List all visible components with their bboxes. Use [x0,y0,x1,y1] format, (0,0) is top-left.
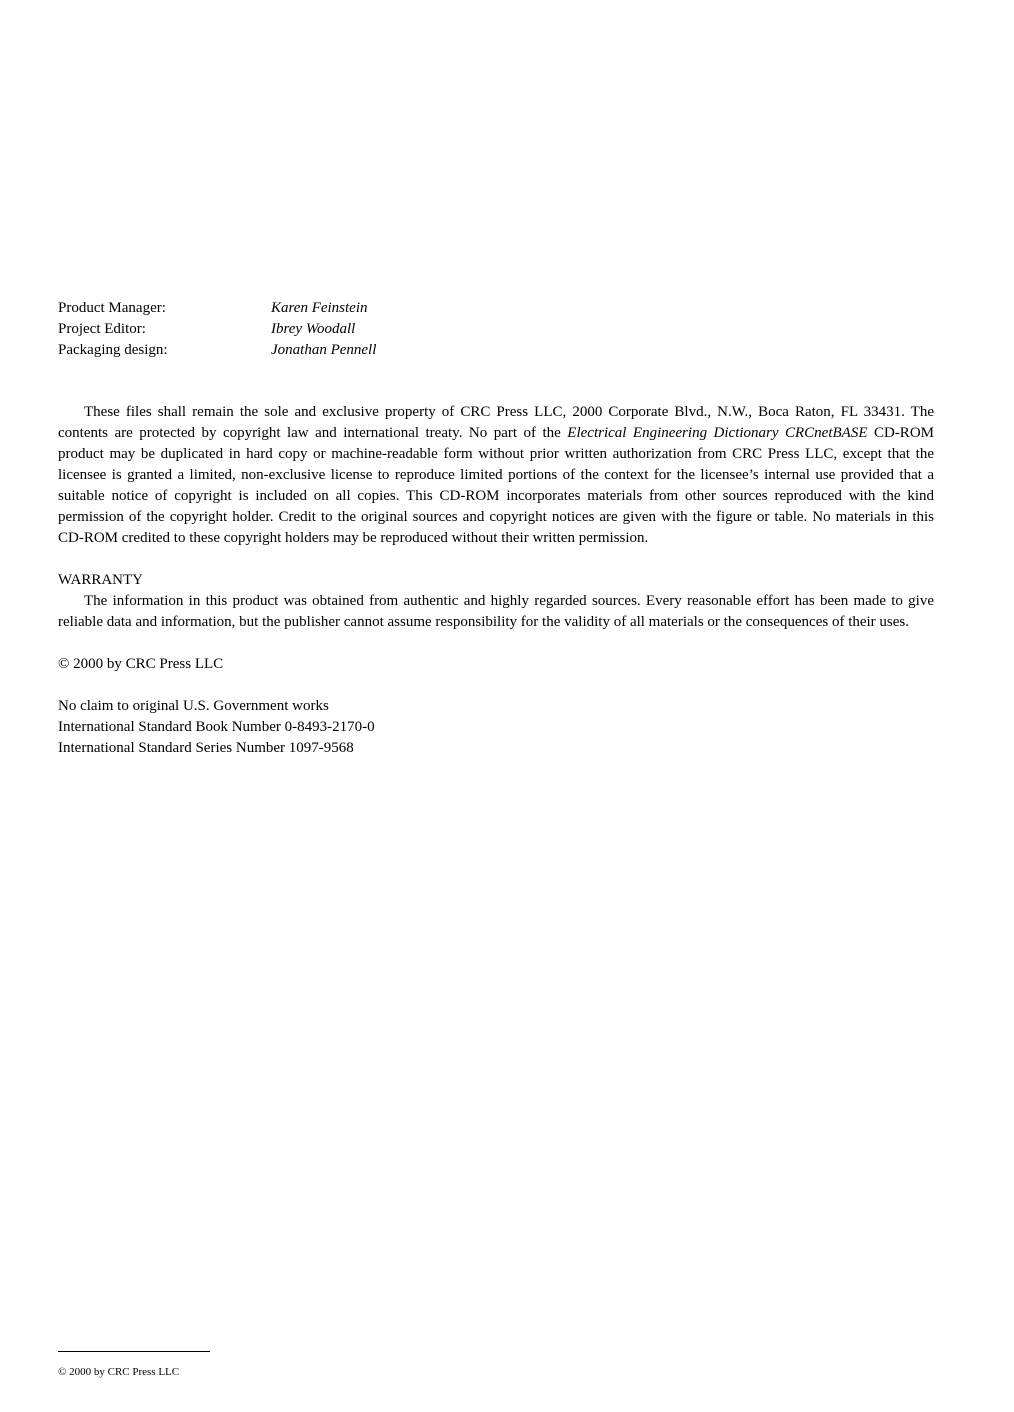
footer-copyright: © 2000 by CRC Press LLC [58,1366,180,1378]
credit-name: Jonathan Pennell [271,342,377,358]
government-claim: No claim to original U.S. Government works [58,698,329,714]
credit-label: Product Manager: [58,300,166,316]
isbn-line: International Standard Book Number 0-8493-2170-0 [58,719,375,735]
warranty-heading: WARRANTY [58,572,143,588]
license-paragraph [58,402,934,549]
credit-name: Karen Feinstein [271,300,368,316]
credit-row-product-manager [58,298,376,319]
issn-line: International Standard Series Number 1097-9568 [58,740,354,756]
credits-block [58,298,376,361]
credit-name: Ibrey Woodall [271,321,356,337]
license-text-end: CD-ROM product may be duplicated in hard copy or machine-readable form without prior written authorization from CRC Press LLC, except that the licensee is granted a limited, non-exclusive license to reproduce limited portions of the context for the licensee’s internal use provided that a suitable notice of copyright is included on all copies. This CD-ROM incorporates materials from other sources reproduced with the kind permission of the copyright holder. Credit to the original sources and copyright notices are given with the figure or table. No materials in this CD-ROM credited to these copyright holders may be reproduced without their written permission. [58,425,934,546]
credit-row-project-editor [58,319,376,340]
credit-label: Project Editor: [58,321,146,337]
product-title: Electrical Engineering Dictionary CRCnetBASE [567,425,868,441]
copyright-line: © 2000 by CRC Press LLC [58,656,224,672]
footer-rule [58,1351,210,1352]
credit-row-packaging-design [58,340,376,361]
warranty-paragraph: The information in this product was obtained from authentic and highly regarded sources. Every reasonable effort has been made to give reliable data and information, but the publisher cannot assume responsibility for the validity of all materials or the consequences of their uses. [58,593,934,630]
license-text-start: These files shall remain the sole and exclusive property of CRC Press LLC, 2000 Corporate Blvd., N.W., Boca Raton, FL 33431. The contents are protected by copyright law and international treaty. No part of the [58,404,934,441]
credit-label: Packaging design: [58,342,168,358]
legal-notice [58,402,934,759]
